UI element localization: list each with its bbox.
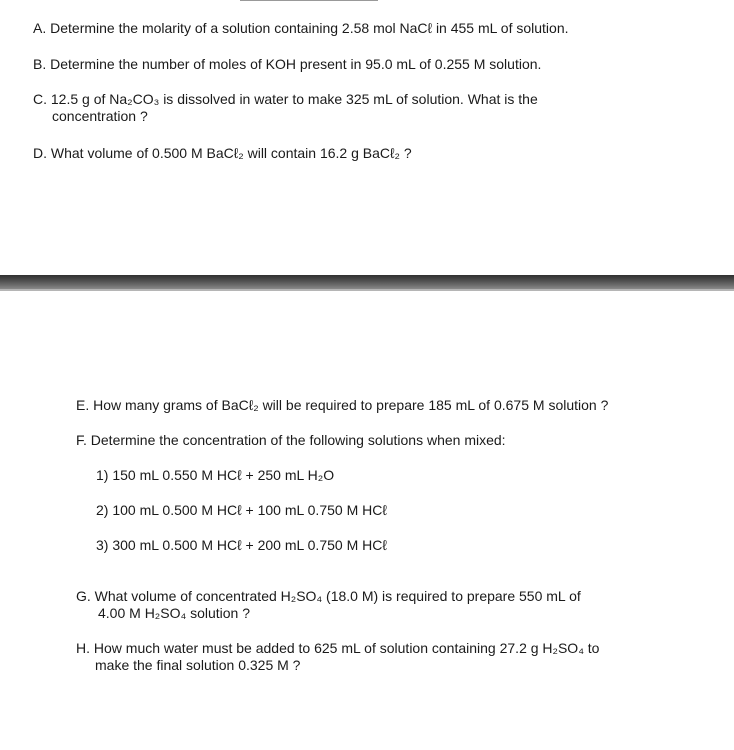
question-h (76, 640, 599, 674)
question-g-line-2: 4.00 M H₂SO₄ solution ? (98, 605, 250, 621)
question-c-line-2: concentration ? (52, 108, 148, 124)
question-h-line-2: make the final solution 0.325 M ? (95, 657, 301, 673)
question-f (76, 432, 506, 449)
page-separator-bar (0, 275, 734, 289)
question-f-item-2-text: 2) 100 mL 0.500 M HCℓ + 100 mL 0.750 M HCℓ (96, 502, 387, 518)
question-f-line-1: F. Determine the concentration of the following solutions when mixed: (76, 432, 506, 448)
question-f-item-1-text: 1) 150 mL 0.550 M HCℓ + 250 mL H₂O (96, 467, 335, 483)
question-c (33, 91, 538, 125)
question-f-item-1 (96, 467, 334, 484)
question-a-line-1: A. Determine the molarity of a solution containing 2.58 mol NaCℓ in 455 mL of solution. (33, 20, 569, 36)
question-e-line-1: E. How many grams of BaCℓ₂ will be required to prepare 185 mL of 0.675 M solution ? (76, 397, 609, 413)
top-divider-line (240, 0, 378, 1)
question-e (76, 397, 608, 414)
question-d (33, 145, 412, 162)
question-f-item-3 (96, 537, 387, 554)
question-c-line-1: C. 12.5 g of Na₂CO₃ is dissolved in water to make 325 mL of solution. What is the (33, 91, 538, 107)
question-f-item-3-text: 3) 300 mL 0.500 M HCℓ + 200 mL 0.750 M HCℓ (96, 537, 387, 553)
question-g-line-1: G. What volume of concentrated H₂SO₄ (18.0 M) is required to prepare 550 mL of (76, 588, 581, 604)
page-separator-edge (0, 289, 734, 291)
question-b-line-1: B. Determine the number of moles of KOH present in 95.0 mL of 0.255 M solution. (33, 56, 542, 72)
question-h-line-1: H. How much water must be added to 625 mL of solution containing 27.2 g H₂SO₄ to (76, 640, 600, 656)
question-f-item-2 (96, 502, 387, 519)
question-d-line-1: D. What volume of 0.500 M BaCℓ₂ will contain 16.2 g BaCℓ₂ ? (33, 145, 412, 161)
question-a (33, 20, 569, 37)
question-b (33, 56, 541, 73)
question-g (76, 588, 581, 622)
